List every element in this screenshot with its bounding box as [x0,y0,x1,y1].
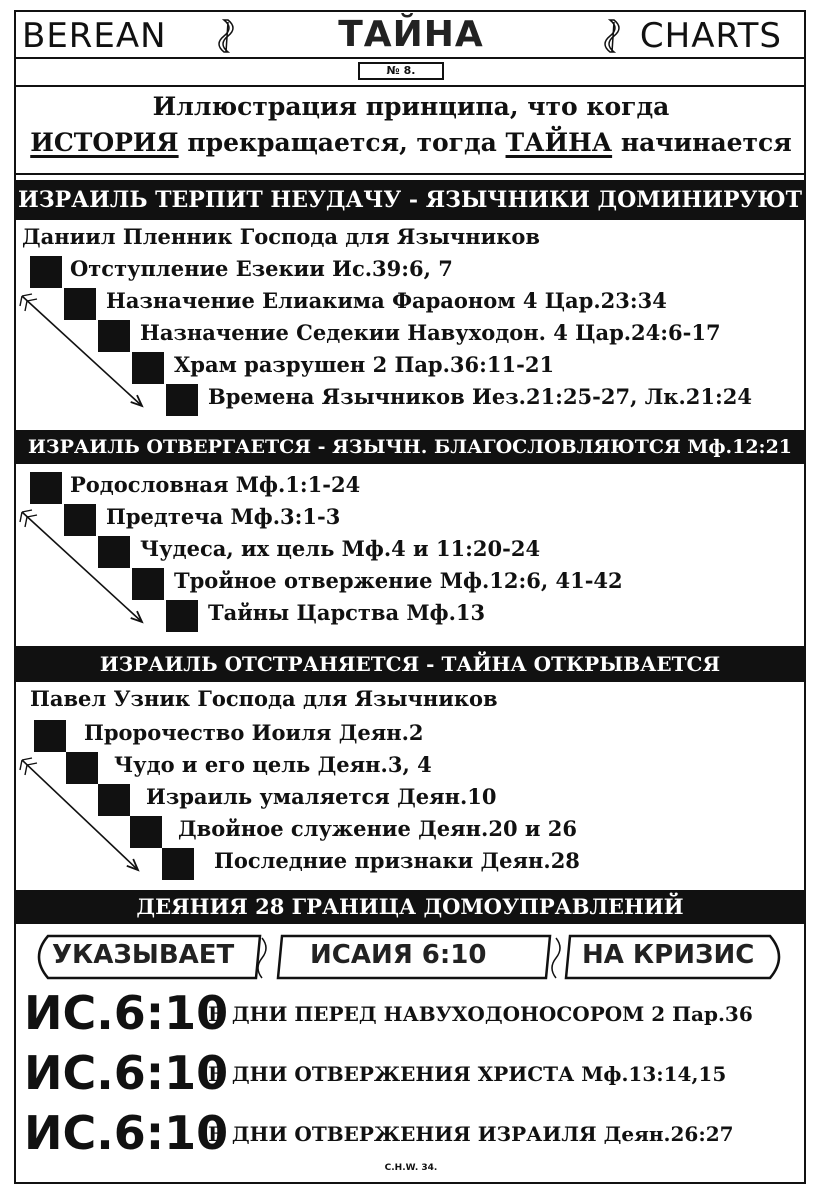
section-3-band: ИЗРАИЛЬ ОТСТРАНЯЕТСЯ - ТАЙНА ОТКРЫВАЕТСЯ [16,646,804,682]
section-1-step-4: Храм разрушен 2 Пар.36:11-21 [174,352,555,377]
stair-block [34,720,66,752]
section-1-intro: Даниил Пленник Господа для Язычников [22,224,540,249]
history-word: ИСТОРИЯ [30,128,179,157]
reference-3-big: ИС.6:10 [24,1106,229,1160]
intro-line-2 [0,128,822,157]
stair-block [132,568,164,600]
mystery-word: ТАЙНА [505,128,613,157]
header-left-label: BEREAN [22,16,167,56]
scroll-ornament-ribbon-right [552,938,560,978]
stair-block [132,352,164,384]
reference-2-desc: В ДНИ ОТВЕРЖЕНИЯ ХРИСТА Мф.13:14,15 [208,1062,727,1086]
author-signature: C.H.W. 34. [384,1163,438,1173]
section-2-band: ИЗРАИЛЬ ОТВЕРГАЕТСЯ - ЯЗЫЧН. БЛАГОСЛОВЛЯЮТСЯ Мф.12:21 [16,430,804,464]
section-1-step-5: Времена Язычников Иез.21:25-27, Лк.21:24 [208,384,752,409]
pill-right-text: НА КРИЗИС [582,940,755,970]
reference-1-desc: В ДНИ ПЕРЕД НАВУХОДОНОСОРОМ 2 Пар.36 [208,1002,753,1026]
pill-left-text: УКАЗЫВАЕТ [52,940,235,970]
intro-line-1: Иллюстрация принципа, что когда [152,92,670,121]
section-2-step-4: Тройное отвержение Мф.12:6, 41-42 [174,568,623,593]
section-2-step-1: Родословная Мф.1:1-24 [70,472,361,497]
stair-block [98,784,130,816]
section-3-step-5: Последние признаки Деян.28 [214,848,580,873]
pill-center-text: ИСАИЯ 6:10 [310,940,487,970]
boundary-band: ДЕЯНИЯ 28 ГРАНИЦА ДОМОУПРАВЛЕНИЙ [16,890,804,924]
reference-1-big: ИС.6:10 [24,986,229,1040]
stair-block [30,256,62,288]
section-1-step-2: Назначение Елиакима Фараоном 4 Цар.23:34 [106,288,667,313]
section-3-step-1: Пророчество Иоиля Деян.2 [84,720,424,745]
section-2-step-3: Чудеса, их цель Мф.4 и 11:20-24 [140,536,541,561]
stair-block [30,472,62,504]
stair-block [162,848,194,880]
header-right-label: CHARTS [639,16,782,56]
section-1-band: ИЗРАИЛЬ ТЕРПИТ НЕУДАЧУ - ЯЗЫЧНИКИ ДОМИНИРУЮТ [16,180,804,220]
section-3-step-4: Двойное служение Деян.20 и 26 [178,816,577,841]
stair-block [166,600,198,632]
intro-end: начинается [612,128,792,157]
reference-2-big: ИС.6:10 [24,1046,229,1100]
stair-block [166,384,198,416]
stair-block [130,816,162,848]
stair-block [64,504,96,536]
section-3-intro: Павел Узник Господа для Язычников [30,686,498,711]
stair-block [64,288,96,320]
stair-block [66,752,98,784]
section-2-step-2: Предтеча Мф.3:1-3 [106,504,341,529]
section-3-step-3: Израиль умаляется Деян.10 [146,784,497,809]
intro-middle: прекращается, тогда [178,128,506,157]
page-title: ТАЙНА [338,14,484,55]
section-3-step-2: Чудо и его цель Деян.3, 4 [114,752,432,777]
section-2-step-5: Тайны Царства Мф.13 [208,600,486,625]
stair-block [98,536,130,568]
chart-number: № 8. [358,62,444,80]
reference-3-desc: В ДНИ ОТВЕРЖЕНИЯ ИЗРАИЛЯ Деян.26:27 [208,1122,734,1146]
stair-block [98,320,130,352]
section-1-step-3: Назначение Седекии Навуходон. 4 Цар.24:6-17 [140,320,721,345]
section-1-step-1: Отступление Езекии Ис.39:6, 7 [70,256,453,281]
